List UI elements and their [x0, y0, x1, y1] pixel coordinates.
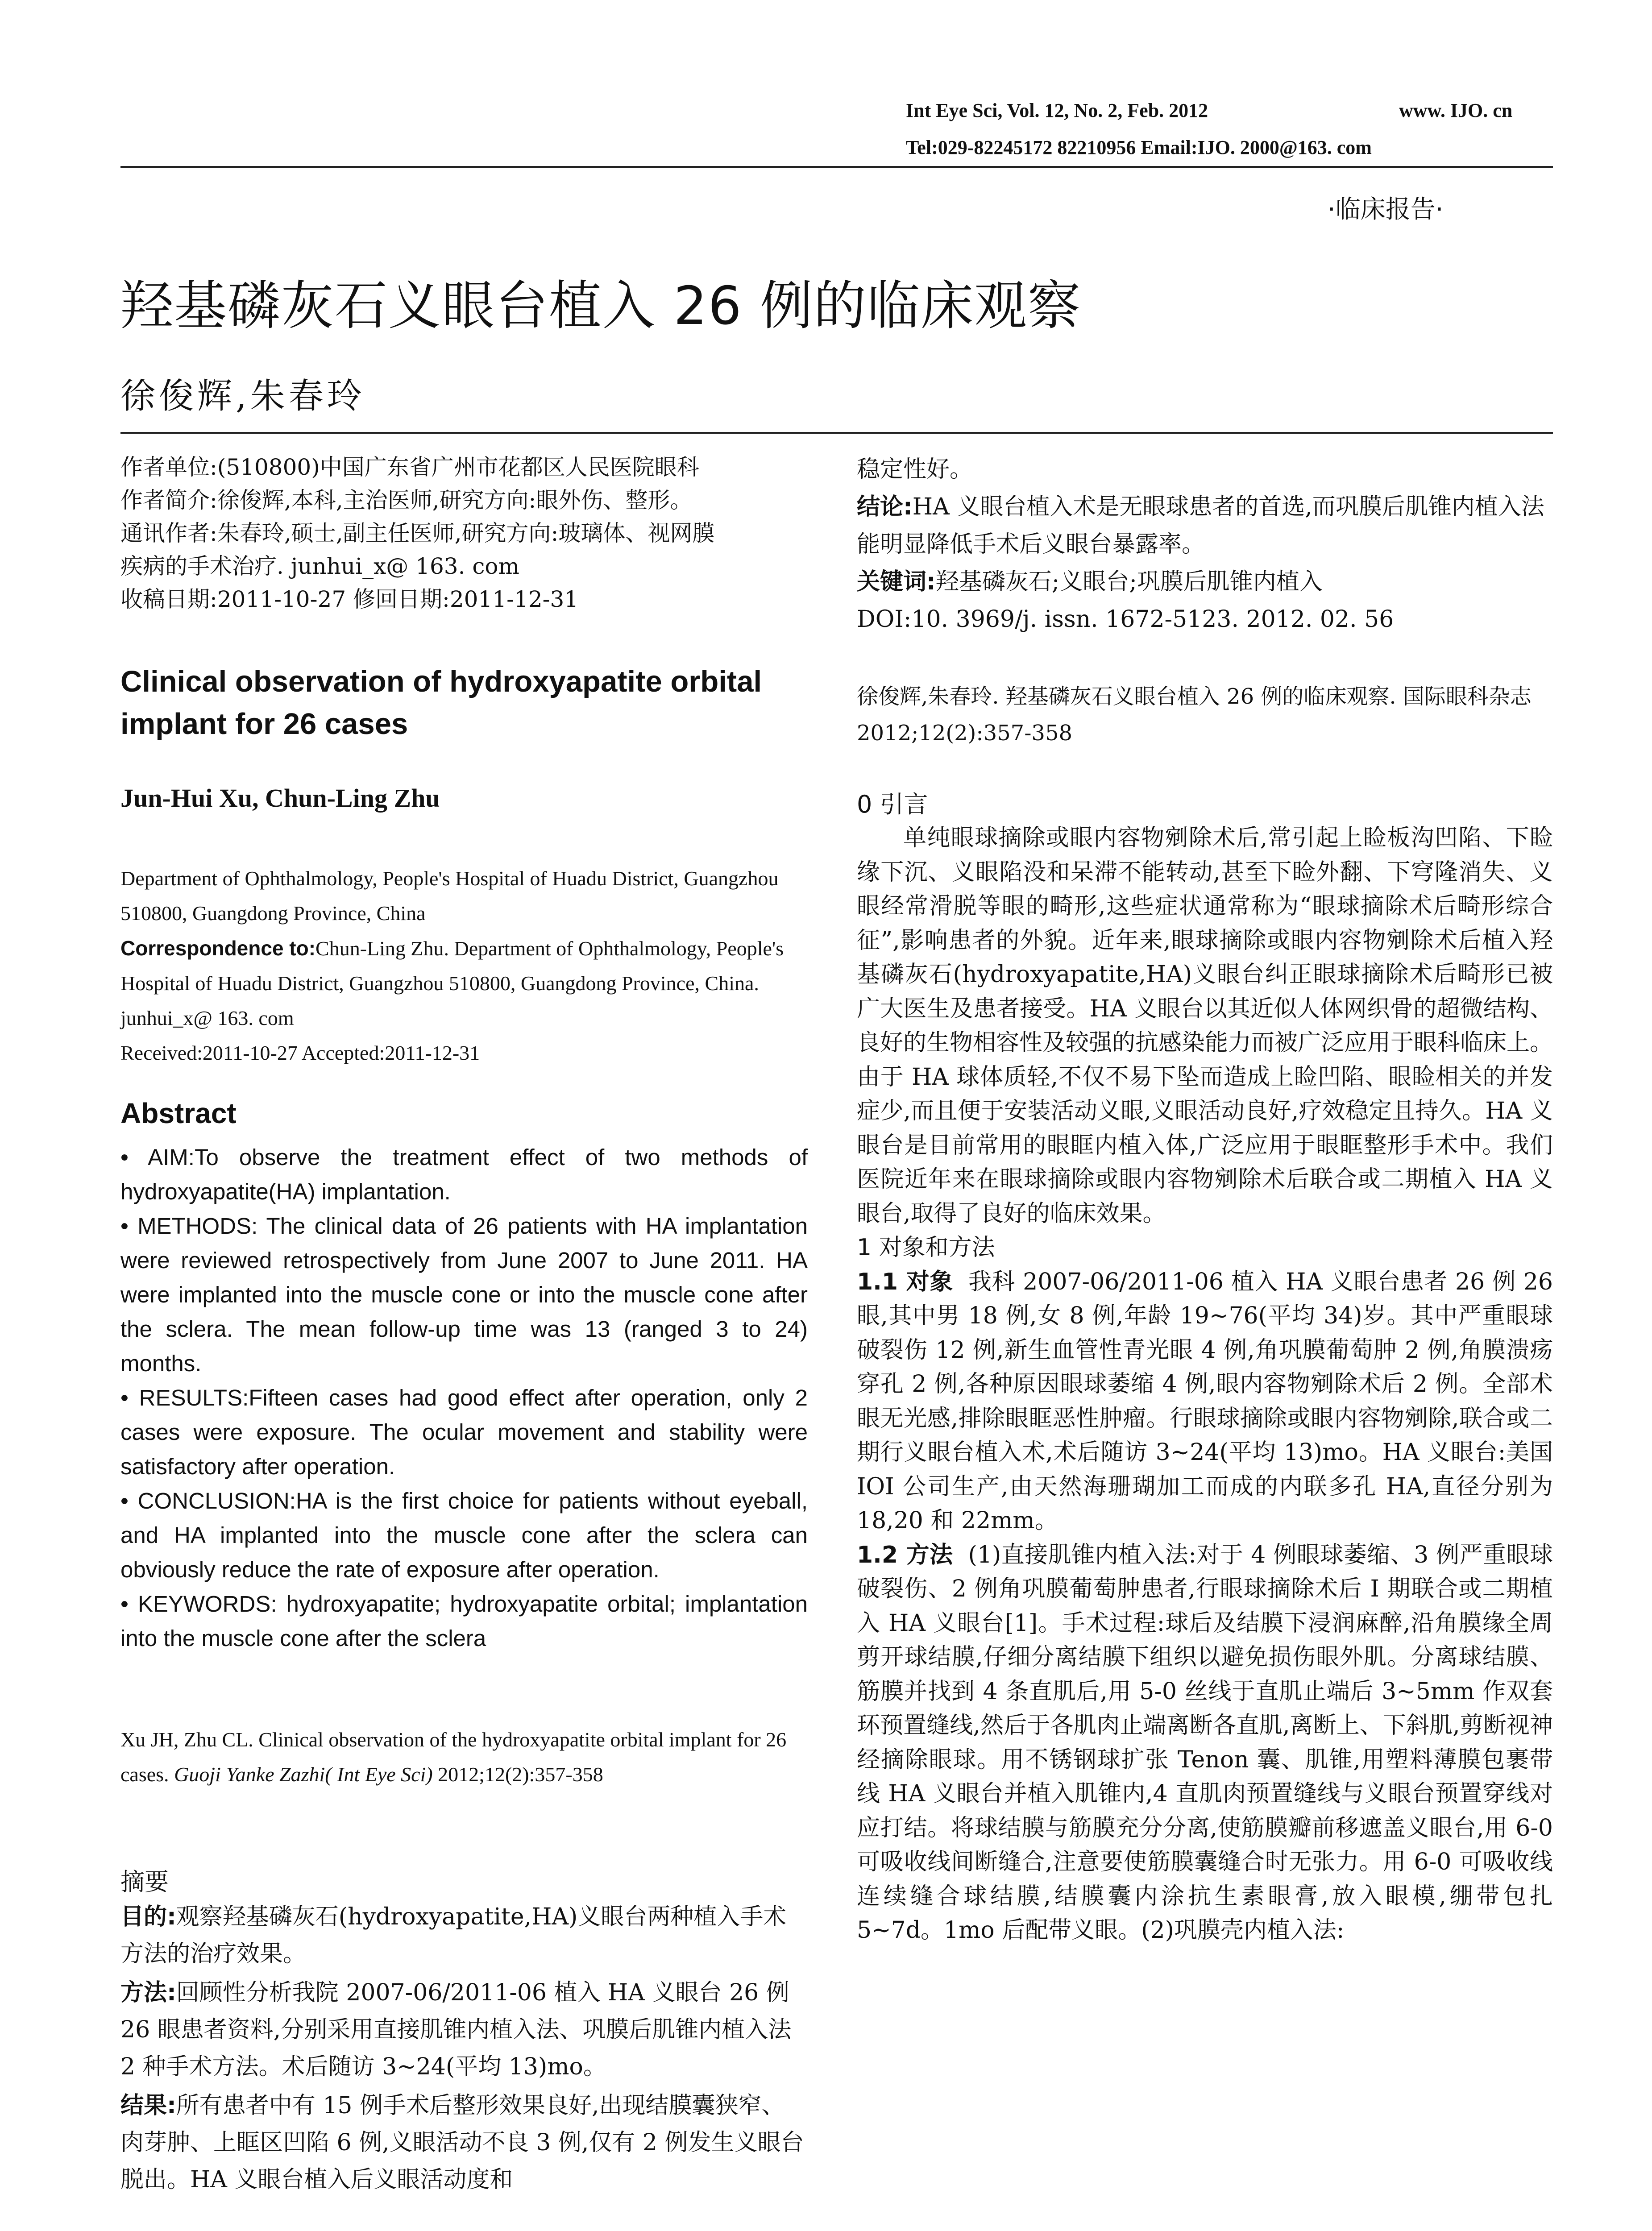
abstract-conclusion: • CONCLUSION:HA is the first choice for patients without eyeball, and HA implanted into the muscle cone after the sclera can obviously reduce the rate of exposure after operation. — [120, 1488, 808, 1582]
conclusion-label: 结论: — [857, 493, 913, 520]
abstract-cn-methods — [120, 1974, 808, 2086]
abstract-cn — [120, 1899, 808, 2200]
received-accepted: Received:2011-10-27 Accepted:2011-12-31 — [120, 1041, 480, 1064]
authors-cn: 徐俊辉,朱春玲 — [120, 376, 365, 416]
received-dates: 收稿日期:2011-10-27 修回日期:2011-12-31 — [120, 586, 579, 612]
article-title-en: Clinical observation of hydroxyapatite orbital implant for 26 cases — [120, 665, 762, 741]
title-rule — [120, 432, 1553, 434]
methods-text: 回顾性分析我院 2007-06/2011-06 植入 HA 义眼台 26 例 26 眼患者资料,分别采用直接肌锥内植入法、巩膜后肌锥内植入法 2 种手术方法。术后随访 3~24(平均 13)mo。 — [120, 1979, 792, 2080]
conclusion-text: HA 义眼台植入术是无眼球患者的首选,而巩膜后肌锥内植入法能明显降低手术后义眼台暴露率。 — [857, 493, 1544, 558]
intro-heading: 0 引言 — [857, 790, 928, 818]
journal-contact: Tel:029-82245172 82210956 Email:IJO. 2000@163. com — [906, 137, 1372, 158]
abstract-cn-results — [120, 2087, 808, 2198]
doi: DOI:10. 3969/j. issn. 1672-5123. 2012. 02. 56 — [857, 606, 1394, 633]
citation-cn: 徐俊辉,朱春玲. 羟基磷灰石义眼台植入 26 例的临床观察. 国际眼科杂志 2012;12(2):357-358 — [857, 684, 1532, 746]
abstract-cn-keywords — [857, 563, 1553, 601]
citation-en-post: 2012;12(2):357-358 — [432, 1763, 603, 1786]
aim-text: 观察羟基磷灰石(hydroxyapatite,HA)义眼台两种植入手术方法的治疗效果。 — [120, 1903, 787, 1967]
correspondence — [120, 931, 808, 1036]
intro-paragraph: 单纯眼球摘除或眼内容物剜除术后,常引起上睑板沟凹陷、下睑缘下沉、义眼陷没和呆滞不能转动,甚至下睑外翻、下穹隆消失、义眼经常滑脱等眼的畸形,这些症状通常称为“眼球摘除术后畸形综合征”,影响患者的外貌。近年来,眼球摘除或眼内容物剜除术后植入羟基磷灰石(hydroxyapatite,HA)义眼台纠正眼球摘除术后畸形已被广大医生及患者接受。HA 义眼台以其近似人体网织骨的超微结构、良好的生物相容性及较强的抗感染能力而被广泛应用于眼科临床上。由于 HA 球体质轻,不仅不易下坠而造成上睑凹陷、眼睑相关的并发症少,而且便于安装活动义眼,义眼活动良好,疗效稳定且持久。HA 义眼台是目前常用的眼眶内植入体,广泛应用于眼眶整形手术中。我们医院近年来在眼球摘除或眼内容物剜除术后联合或二期植入 HA 义眼台,取得了良好的临床效果。 — [857, 825, 1553, 1227]
results-continued: 稳定性好。 — [857, 456, 973, 483]
section-1-1-text: 我科 2007-06/2011-06 植入 HA 义眼台患者 26 例 26 眼,其中男 18 例,女 8 例,年龄 19~76(平均 34)岁。其中严重眼球破裂伤 12 例,新生血管性青光眼 4 例,角巩膜葡萄肿 2 例,角膜溃疡穿孔 2 例,各种原因眼球萎缩 4 例,眼内容物剜除术后 2 例。全部术眼无光感,排除眼眶恶性肿瘤。行眼球摘除或眼内容物剜除,联合或二期行义眼台植入术,术后随访 3~24(平均 13)mo。HA 义眼台:美国 IOI 公司生产,由天然海珊瑚加工而成的内联多孔 HA,直径分别为 18,20 和 22mm。 — [857, 1268, 1553, 1534]
journal-website: www. IJO. cn — [1399, 100, 1513, 121]
journal-citation-header: Int Eye Sci, Vol. 12, No. 2, Feb. 2012 — [906, 100, 1208, 121]
main-text — [857, 821, 1553, 1948]
authors-en: Jun-Hui Xu, Chun-Ling Zhu — [120, 784, 440, 813]
citation-en-journal: Guoji Yanke Zazhi( Int Eye Sci) — [174, 1763, 433, 1786]
correspondence-text: Chun-Ling Zhu. Department of Ophthalmology, People's Hospital of Huadu District, Guangzhou 510800, Guangdong Province, China. junhui_x@ 163. com — [120, 937, 784, 1029]
section-tag: ·临床报告· — [1328, 195, 1444, 224]
section-1-2-label: 1.2 方法 — [857, 1541, 953, 1568]
article-title-cn: 羟基磷灰石义眼台植入 26 例的临床观察 — [120, 275, 1082, 336]
abstract-heading: Abstract — [120, 1097, 237, 1129]
correspondence-label: Correspondence to: — [120, 937, 316, 960]
abstract-results: • RESULTS:Fifteen cases had good effect after operation, only 2 cases were exposure. The ocular movement and stability were satisfactory after operation. — [120, 1385, 808, 1479]
methods-heading: 1 对象和方法 — [857, 1234, 995, 1261]
aim-label: 目的: — [120, 1903, 176, 1930]
methods-label: 方法: — [120, 1979, 176, 2006]
abstract-cn-aim — [120, 1899, 808, 1973]
author-bio: 作者简介:徐俊辉,本科,主治医师,研究方向:眼外伤、整形。 — [120, 487, 693, 513]
keywords-label: 关键词: — [857, 568, 936, 595]
abstract-methods: • METHODS: The clinical data of 26 patients with HA implantation were reviewed retrospectively from June 2007 to June 2011. HA were implanted into the muscle cone or into the muscle cone after the sclera. The mean follow-up time was 13 (ranged 3 to 24) months. — [120, 1213, 808, 1376]
abstract-cn-continued — [857, 451, 1553, 638]
department: Department of Ophthalmology, People's Hospital of Huadu District, Guangzhou 510800, Guangdong Province, China — [120, 867, 779, 925]
abstract-cn-conclusion — [857, 488, 1553, 563]
citation-en — [120, 1722, 808, 1792]
abstract-keywords: • KEYWORDS: hydroxyapatite; hydroxyapatite orbital; implantation into the muscle cone after the sclera — [120, 1591, 808, 1651]
author-unit: 作者单位:(510800)中国广东省广州市花都区人民医院眼科 — [120, 454, 699, 480]
keywords-text: 羟基磷灰石;义眼台;巩膜后肌锥内植入 — [935, 568, 1323, 595]
author-info — [120, 451, 808, 616]
abstract-aim: • AIM:To observe the treatment effect of two methods of hydroxyapatite(HA) implantation. — [120, 1145, 808, 1204]
section-1-2-text: (1)直接肌锥内植入法:对于 4 例眼球萎缩、3 例严重眼球破裂伤、2 例角巩膜葡萄肿患者,行眼球摘除术后 I 期联合或二期植入 HA 义眼台[1]。手术过程:球后及结膜下浸润麻醉,沿角膜缘全周剪开球结膜,仔细分离结膜下组织以避免损伤眼外肌。分离球结膜、筋膜并找到 4 条直肌后,用 5-0 丝线于直肌止端后 3~5mm 作双套环预置缝线,然后于各肌肉止端离断各直肌,离断上、下斜肌,剪断视神经摘除眼球。用不锈钢球扩张 Tenon 囊、肌锥,用塑料薄膜包裹带线 HA 义眼台并植入肌锥内,4 直肌肉预置缝线与义眼台预置穿线对应打结。将球结膜与筋膜充分分离,使筋膜瓣前移遮盖义眼台,用 6-0 可吸收线间断缝合,注意要使筋膜囊缝合时无张力。用 6-0 可吸收线连续缝合球结膜,结膜囊内涂抗生素眼膏,放入眼模,绷带包扎 5~7d。1mo 后配带义眼。(2)巩膜壳内植入法: — [857, 1541, 1553, 1944]
results-label: 结果: — [120, 2092, 176, 2119]
section-1-1 — [857, 1265, 1553, 1538]
abstract-cn-heading: 摘要 — [120, 1868, 169, 1896]
section-1-1-label: 1.1 对象 — [857, 1268, 953, 1295]
affiliation-en — [120, 861, 808, 1070]
corresponding-author: 通讯作者:朱春玲,硕士,副主任医师,研究方向:玻璃体、视网膜 — [120, 520, 715, 546]
section-1-2 — [857, 1538, 1553, 1948]
corresponding-author-cont: 疾病的手术治疗. junhui_x@ 163. com — [120, 553, 519, 579]
results-text: 所有患者中有 15 例手术后整形效果良好,出现结膜囊狭窄、肉芽肿、上眶区凹陷 6 例,义眼活动不良 3 例,仅有 2 例发生义眼台脱出。HA 义眼台植入后义眼活动度和 — [120, 2092, 804, 2193]
citation-en-pre: Xu JH, Zhu CL. Clinical observation of the hydroxyapatite orbital implant for 26 cases. — [120, 1728, 787, 1786]
header-rule — [120, 166, 1553, 168]
abstract-en — [120, 1140, 808, 1655]
